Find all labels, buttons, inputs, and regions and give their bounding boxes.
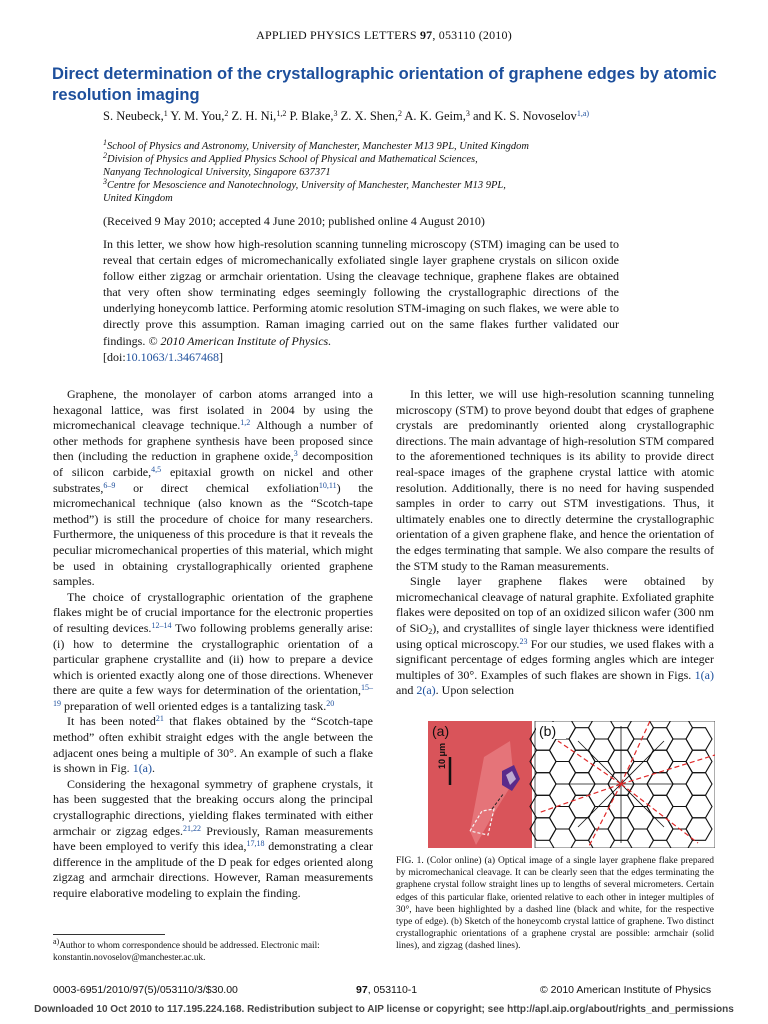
body-column-left	[53, 387, 373, 902]
scale-bar-label: 10 μm	[437, 742, 447, 769]
figure-1	[428, 721, 715, 848]
author-list: S. Neubeck,$^1$ Y. M. You,$^2$ Z. H. Ni,$^{1,2}$ P. Blake,$^3$ Z. X. Shen,$^2$ A. K. Geim,$^3$ and K. S. Novoselov$^{1,a)}$	[103, 109, 590, 123]
download-notice: Downloaded 10 Oct 2010 to 117.195.224.168. Redistribution subject to AIP license or copyright; see http://apl.aip.org/about/rights_and_permissions	[34, 1004, 734, 1015]
figure-link[interactable]: 1(a)	[694, 667, 714, 682]
figure-link[interactable]: 2(a)	[416, 683, 436, 698]
figure-link[interactable]: 1(a)	[132, 761, 153, 776]
paragraph: Single layer graphene flakes were obtained by micromechanical cleavage of natural graphite. Exfoliated graphite flakes were deposited on top of an oxidized silicon wafer (300 nm of SiO$_2$), and crystallites of single layer thickness were identified using optical microscopy.$^{23}$ For our studies, we used flakes with a significant percentage of edges forming angles which are integer multiples of 30°. Examples of such flakes are shown in Figs. 1(a) and 2(a). Upon selection	[396, 574, 714, 698]
figure-1a-optical-image	[428, 721, 532, 848]
figure-1b-lattice-sketch	[530, 721, 715, 848]
paragraph: The choice of crystallographic orientation of the graphene flakes might be of crucial importance for the electronic properties of resulting devices.$^{12-14}$ Two following problems generally arise: (i) how to determine the crystallographic orientation of a particular graphene crystallite and (ii) how to prepare a device which is oriented exactly along one of those directions. Whenever there are quite a few ways for determination of the orientation,$^{15-19}$ preparation of well oriented edges is a tantalizing task.$^{20}$	[53, 589, 373, 713]
affiliation-1: $^1$School of Physics and Astronomy, University of Manchester, Manchester M13 9PL, United Kingdom	[103, 138, 529, 152]
paragraph: It has been noted$^{21}$ that flakes obtained by the “Scotch-tape method” often exhibit straight edges with the angle between the adjacent ones being a multiple of 30°. An example of such a flake is shown in Fig. 1(a).	[53, 714, 373, 776]
panel-label-a: (a)	[432, 723, 450, 739]
paper-title: Direct determination of the crystallographic orientation of graphene edges by atomic resolution imaging	[52, 65, 717, 104]
paragraph: Considering the hexagonal symmetry of graphene crystals, it has been suggested that the breaking occurs along the principal crystallographic directions, yielding flakes terminated with either armchair or zigzag edges.$^{21,22}$ Previously, Raman measurements have been employed to verify this idea,$^{17,18}$ demonstrating a clear difference in the amplitude of the D peak for edges oriented along zigzag and armchair directions. However, Raman measurements require elaborative modeling to explain the finding.	[53, 776, 374, 900]
panel-label-b: (b)	[539, 723, 557, 739]
journal-name: APPLIED PHYSICS LETTERS	[256, 28, 417, 42]
running-header	[0, 28, 768, 43]
abstract: In this letter, we show how high-resolution scanning tunneling microscopy (STM) imaging can be used to reveal that certain edges of micromechanically exfoliated single layer graphene crystals on silicon oxide follow either zigzag or armchair orientation. Using the cleavage technique, graphene flakes are obtained that very often show terminating edges seemingly following the crystallographic directions of the underlying honeycomb lattice. Performing atomic resolution STM-imaging on such flakes, we were able to directly prove this assumption. Raman imaging carried out on the same flakes further validated our findings. © 2010 American Institute of Physics. [doi:10.1063/1.3467468]	[103, 237, 619, 364]
journal-volume: 97	[419, 28, 433, 42]
paragraph: Graphene, the monolayer of carbon atoms arranged into a hexagonal lattice, was first isolated in 2004 by using the micromechanical cleavage technique.$^{1,2}$ Although a number of other methods for graphene synthesis have been proposed since then (including the reduction in graphene oxide,$^3$ decomposition of silicon carbide,$^{4,5}$ epitaxial growth on nickel and other substrates,$^{6-9}$ or direct chemical exfoliation$^{10,11}$) the micromechanical technique (also known as the “Scotch-tape method”) is still the procedure of choice for many researchers. Furthermore, the uniqueness of this procedure is that it reveals the peculiar micromechanical properties of this material, which might be used in obtaining crystallographically oriented graphene samples.	[53, 387, 374, 589]
affiliation-3: $^3$Centre for Mesoscience and Nanotechnology, University of Manchester, Manchester M13 9PL,	[103, 177, 506, 191]
paragraph: In this letter, we will use high-resolution scanning tunneling microscopy (STM) to prove beyond doubt that edges of graphene crystals are predominantly oriented along crystallographic directions. The main advantage of high-resolution STM compared to the aforementioned techniques is its ability to provide direct real-space images of the graphene crystal lattice with atomic resolution. Additionally, there is no need for having suspended samples in order to carry out STM investigations. Thus, it ultimately enables one to directly determine the crystallographic orientation of a given graphene flake, and hence the orientation of the edges terminating that sample. We also compare the results of the STM study to the Raman measurements.	[396, 387, 714, 573]
figure-1-caption: FIG. 1. (Color online) (a) Optical image of a single layer graphene flake prepared by micromechanical cleavage. It can be clearly seen that the edges terminating the graphene crystal follow straight lines up to lengths of several micrometers. Certain edges of this particular flake, oriented relative to each other in integer multiples of 30°, have been highlighted by a dashed line (black and white, for the respective type of edge). (b) Sketch of the honeycomb crystal lattice of graphene. Two distinct crystallographic orientations of a graphene crystal are possible: armchair (solid lines), and zigzag (dashed lines).	[396, 856, 714, 952]
footnote: $^{a)}$Author to whom correspondence should be addressed. Electronic mail: konstantin.novoselov@manchester.ac.uk.	[53, 937, 320, 962]
footer-page: 97, 053110-1	[356, 984, 418, 996]
affiliation-2: $^2$Division of Physics and Applied Physics School of Physical and Mathematical Sciences,	[103, 151, 478, 165]
body-column-right	[396, 387, 714, 699]
received-dates: (Received 9 May 2010; accepted 4 June 2010; published online 4 August 2010)	[103, 214, 485, 228]
doi-link[interactable]: 10.1063/1.3467468	[125, 349, 220, 364]
affiliation-3-cont: United Kingdom	[103, 193, 173, 204]
affiliations	[103, 140, 663, 205]
footer-copyright: © 2010 American Institute of Physics	[540, 984, 712, 996]
correspondence-link[interactable]: 1,a)	[576, 109, 590, 118]
affiliation-2-cont: Nanyang Technological University, Singapore 637371	[103, 167, 331, 178]
footer-code: 0003-6951/2010/97(5)/053110/3/$30.00	[53, 984, 238, 996]
journal-citation: , 053110 (2010)	[432, 28, 512, 42]
footnote-rule	[53, 934, 165, 935]
